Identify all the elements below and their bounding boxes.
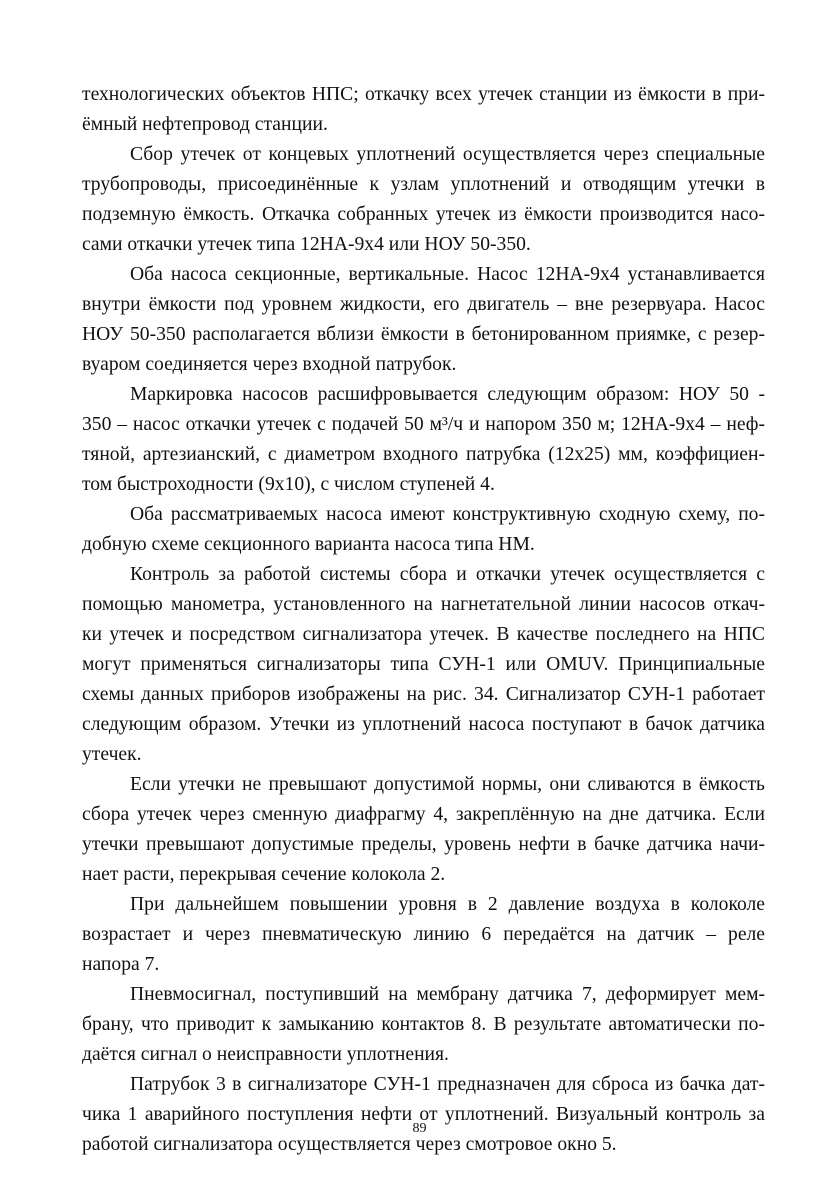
text-line: вуаром соединяется через входной патрубок. bbox=[82, 354, 457, 375]
paragraph-first-line: Маркировка насосов расшифровывается следующим образом: НОУ 50 - bbox=[130, 384, 765, 405]
text-line: возрастает и через пневматическую линию 6 передаётся на датчик – реле bbox=[82, 924, 765, 945]
paragraph-first-line: Оба насоса секционные, вертикальные. Насос 12НА-9х4 устанавливается bbox=[130, 264, 765, 285]
text-line: даётся сигнал о неисправности уплотнения. bbox=[82, 1044, 449, 1065]
text-line: сами откачки утечек типа 12НА-9х4 или НОУ 50-350. bbox=[82, 234, 531, 255]
text-line: работой сигнализатора осуществляется через смотровое окно 5. bbox=[82, 1134, 617, 1155]
text-line: схемы данных приборов изображены на рис. 34. Сигнализатор СУН-1 работает bbox=[82, 684, 765, 705]
text-line: утечки превышают допустимые пределы, уровень нефти в бачке датчика начи- bbox=[82, 834, 765, 855]
text-line: чика 1 аварийного поступления нефти от уплотнений. Визуальный контроль за bbox=[82, 1104, 765, 1125]
page-number: 89 bbox=[412, 1121, 427, 1136]
text-line: ёмный нефтепровод станции. bbox=[82, 114, 328, 135]
document-body bbox=[82, 80, 765, 1160]
text-line: тяной, артезианский, с диаметром входного патрубка (12х25) мм, коэффициен- bbox=[82, 444, 765, 465]
paragraph-first-line: Сбор утечек от концевых уплотнений осуществляется через специальные bbox=[130, 144, 765, 165]
text-line: подземную ёмкость. Откачка собранных утечек из ёмкости производится насо- bbox=[82, 204, 765, 225]
paragraph-first-line: Патрубок 3 в сигнализаторе СУН-1 предназначен для сброса из бачка дат- bbox=[130, 1074, 765, 1095]
text-line: нает расти, перекрывая сечение колокола 2. bbox=[82, 864, 446, 885]
paragraph-first-line: Пневмосигнал, поступивший на мембрану датчика 7, деформирует мем- bbox=[130, 984, 765, 1005]
text-line: напора 7. bbox=[82, 954, 160, 975]
text-line: том быстроходности (9х10), с числом ступеней 4. bbox=[82, 474, 495, 495]
text-line: 350 – насос откачки утечек с подачей 50 м³/ч и напором 350 м; 12НА-9х4 – неф- bbox=[82, 414, 765, 435]
paragraph-first-line: Контроль за работой системы сбора и откачки утечек осуществляется с bbox=[130, 564, 765, 585]
text-line: брану, что приводит к замыканию контактов 8. В результате автоматически по- bbox=[82, 1014, 765, 1035]
text-line: внутри ёмкости под уровнем жидкости, его двигатель – вне резервуара. Насос bbox=[82, 294, 765, 315]
text-line: следующим образом. Утечки из уплотнений насоса поступают в бачок датчика bbox=[82, 714, 765, 735]
text-line: технологических объектов НПС; откачку всех утечек станции из ёмкости в при- bbox=[82, 84, 765, 105]
text-line: могут применяться сигнализаторы типа СУН-1 или OMUV. Принципиальные bbox=[82, 654, 765, 675]
text-line: добную схеме секционного варианта насоса типа НМ. bbox=[82, 534, 535, 555]
text-line: помощью манометра, установленного на нагнетательной линии насосов откач- bbox=[82, 594, 765, 615]
text-line: сбора утечек через сменную диафрагму 4, закреплённую на дне датчика. Если bbox=[82, 804, 765, 825]
paragraph-first-line: Оба рассматриваемых насоса имеют конструктивную сходную схему, по- bbox=[130, 504, 765, 525]
text-line: ки утечек и посредством сигнализатора утечек. В качестве последнего на НПС bbox=[82, 624, 765, 645]
text-line: утечек. bbox=[82, 744, 142, 765]
paragraph-first-line: Если утечки не превышают допустимой нормы, они сливаются в ёмкость bbox=[130, 774, 765, 795]
text-line: НОУ 50-350 располагается вблизи ёмкости в бетонированном приямке, с резер- bbox=[82, 324, 765, 345]
paragraph-first-line: При дальнейшем повышении уровня в 2 давление воздуха в колоколе bbox=[130, 894, 765, 915]
text-line: трубопроводы, присоединённые к узлам уплотнений и отводящим утечки в bbox=[82, 174, 765, 195]
